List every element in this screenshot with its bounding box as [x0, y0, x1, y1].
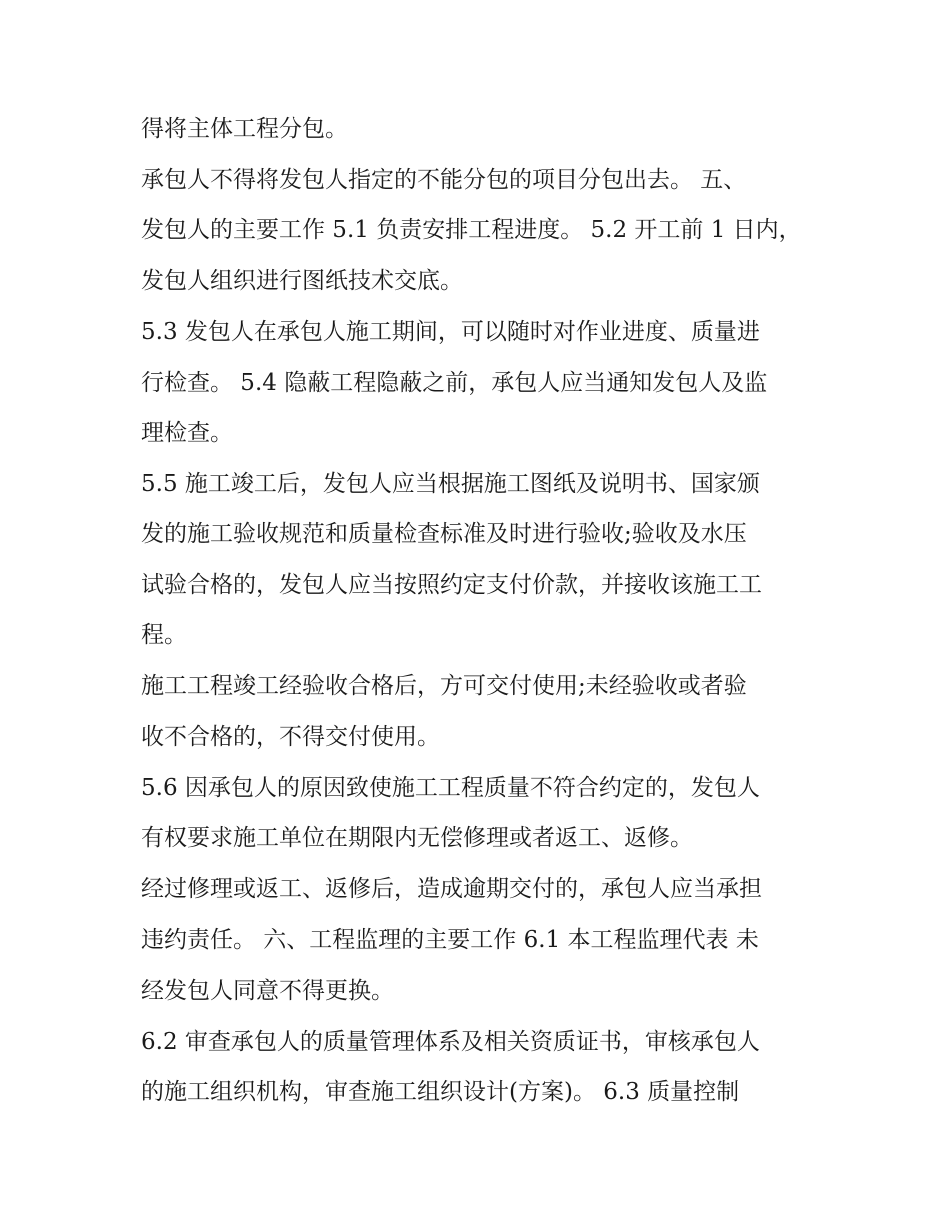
- text-line: 程。: [141, 622, 187, 648]
- text-line: 得将主体工程分包。: [141, 116, 348, 142]
- text-line: 发的施工验收规范和质量检查标准及时进行验收;验收及水压: [141, 521, 747, 547]
- text-line: 发包人组织进行图纸技术交底。: [141, 268, 463, 294]
- text-line: 理检查。: [141, 420, 233, 446]
- text-line: 施工工程竣工经验收合格后，方可交付使用;未经验收或者验: [141, 673, 747, 699]
- text-line: 试验合格的，发包人应当按照约定支付价款，并接收该施工工: [141, 572, 762, 598]
- text-line: 经发包人同意不得更换。: [141, 978, 394, 1004]
- text-line: 的施工组织机构，审查施工组织设计(方案)。 6.3 质量控制: [141, 1079, 740, 1105]
- text-line: 5.6 因承包人的原因致使施工工程质量不符合约定的，发包人: [141, 775, 760, 801]
- text-line: 承包人不得将发包人指定的不能分包的项目分包出去。 五、: [141, 167, 747, 193]
- text-line: 有权要求施工单位在期限内无偿修理或者返工、返修。: [141, 825, 693, 851]
- text-line: 5.5 施工竣工后，发包人应当根据施工图纸及说明书、国家颁: [141, 471, 760, 497]
- text-line: 收不合格的，不得交付使用。: [141, 724, 440, 750]
- text-line: 5.3 发包人在承包人施工期间，可以随时对作业进度、质量进: [141, 319, 760, 345]
- text-line: 行检查。 5.4 隐蔽工程隐蔽之前，承包人应当通知发包人及监: [141, 370, 768, 396]
- text-line: 违约责任。 六、工程监理的主要工作 6.1 本工程监理代表 未: [141, 927, 759, 953]
- text-line: 发包人的主要工作 5.1 负责安排工程进度。 5.2 开工前 1 日内，: [141, 217, 802, 243]
- text-line: 经过修理或返工、返修后，造成逾期交付的，承包人应当承担: [141, 876, 762, 902]
- text-line: 6.2 审查承包人的质量管理体系及相关资质证书，审核承包人: [141, 1029, 760, 1055]
